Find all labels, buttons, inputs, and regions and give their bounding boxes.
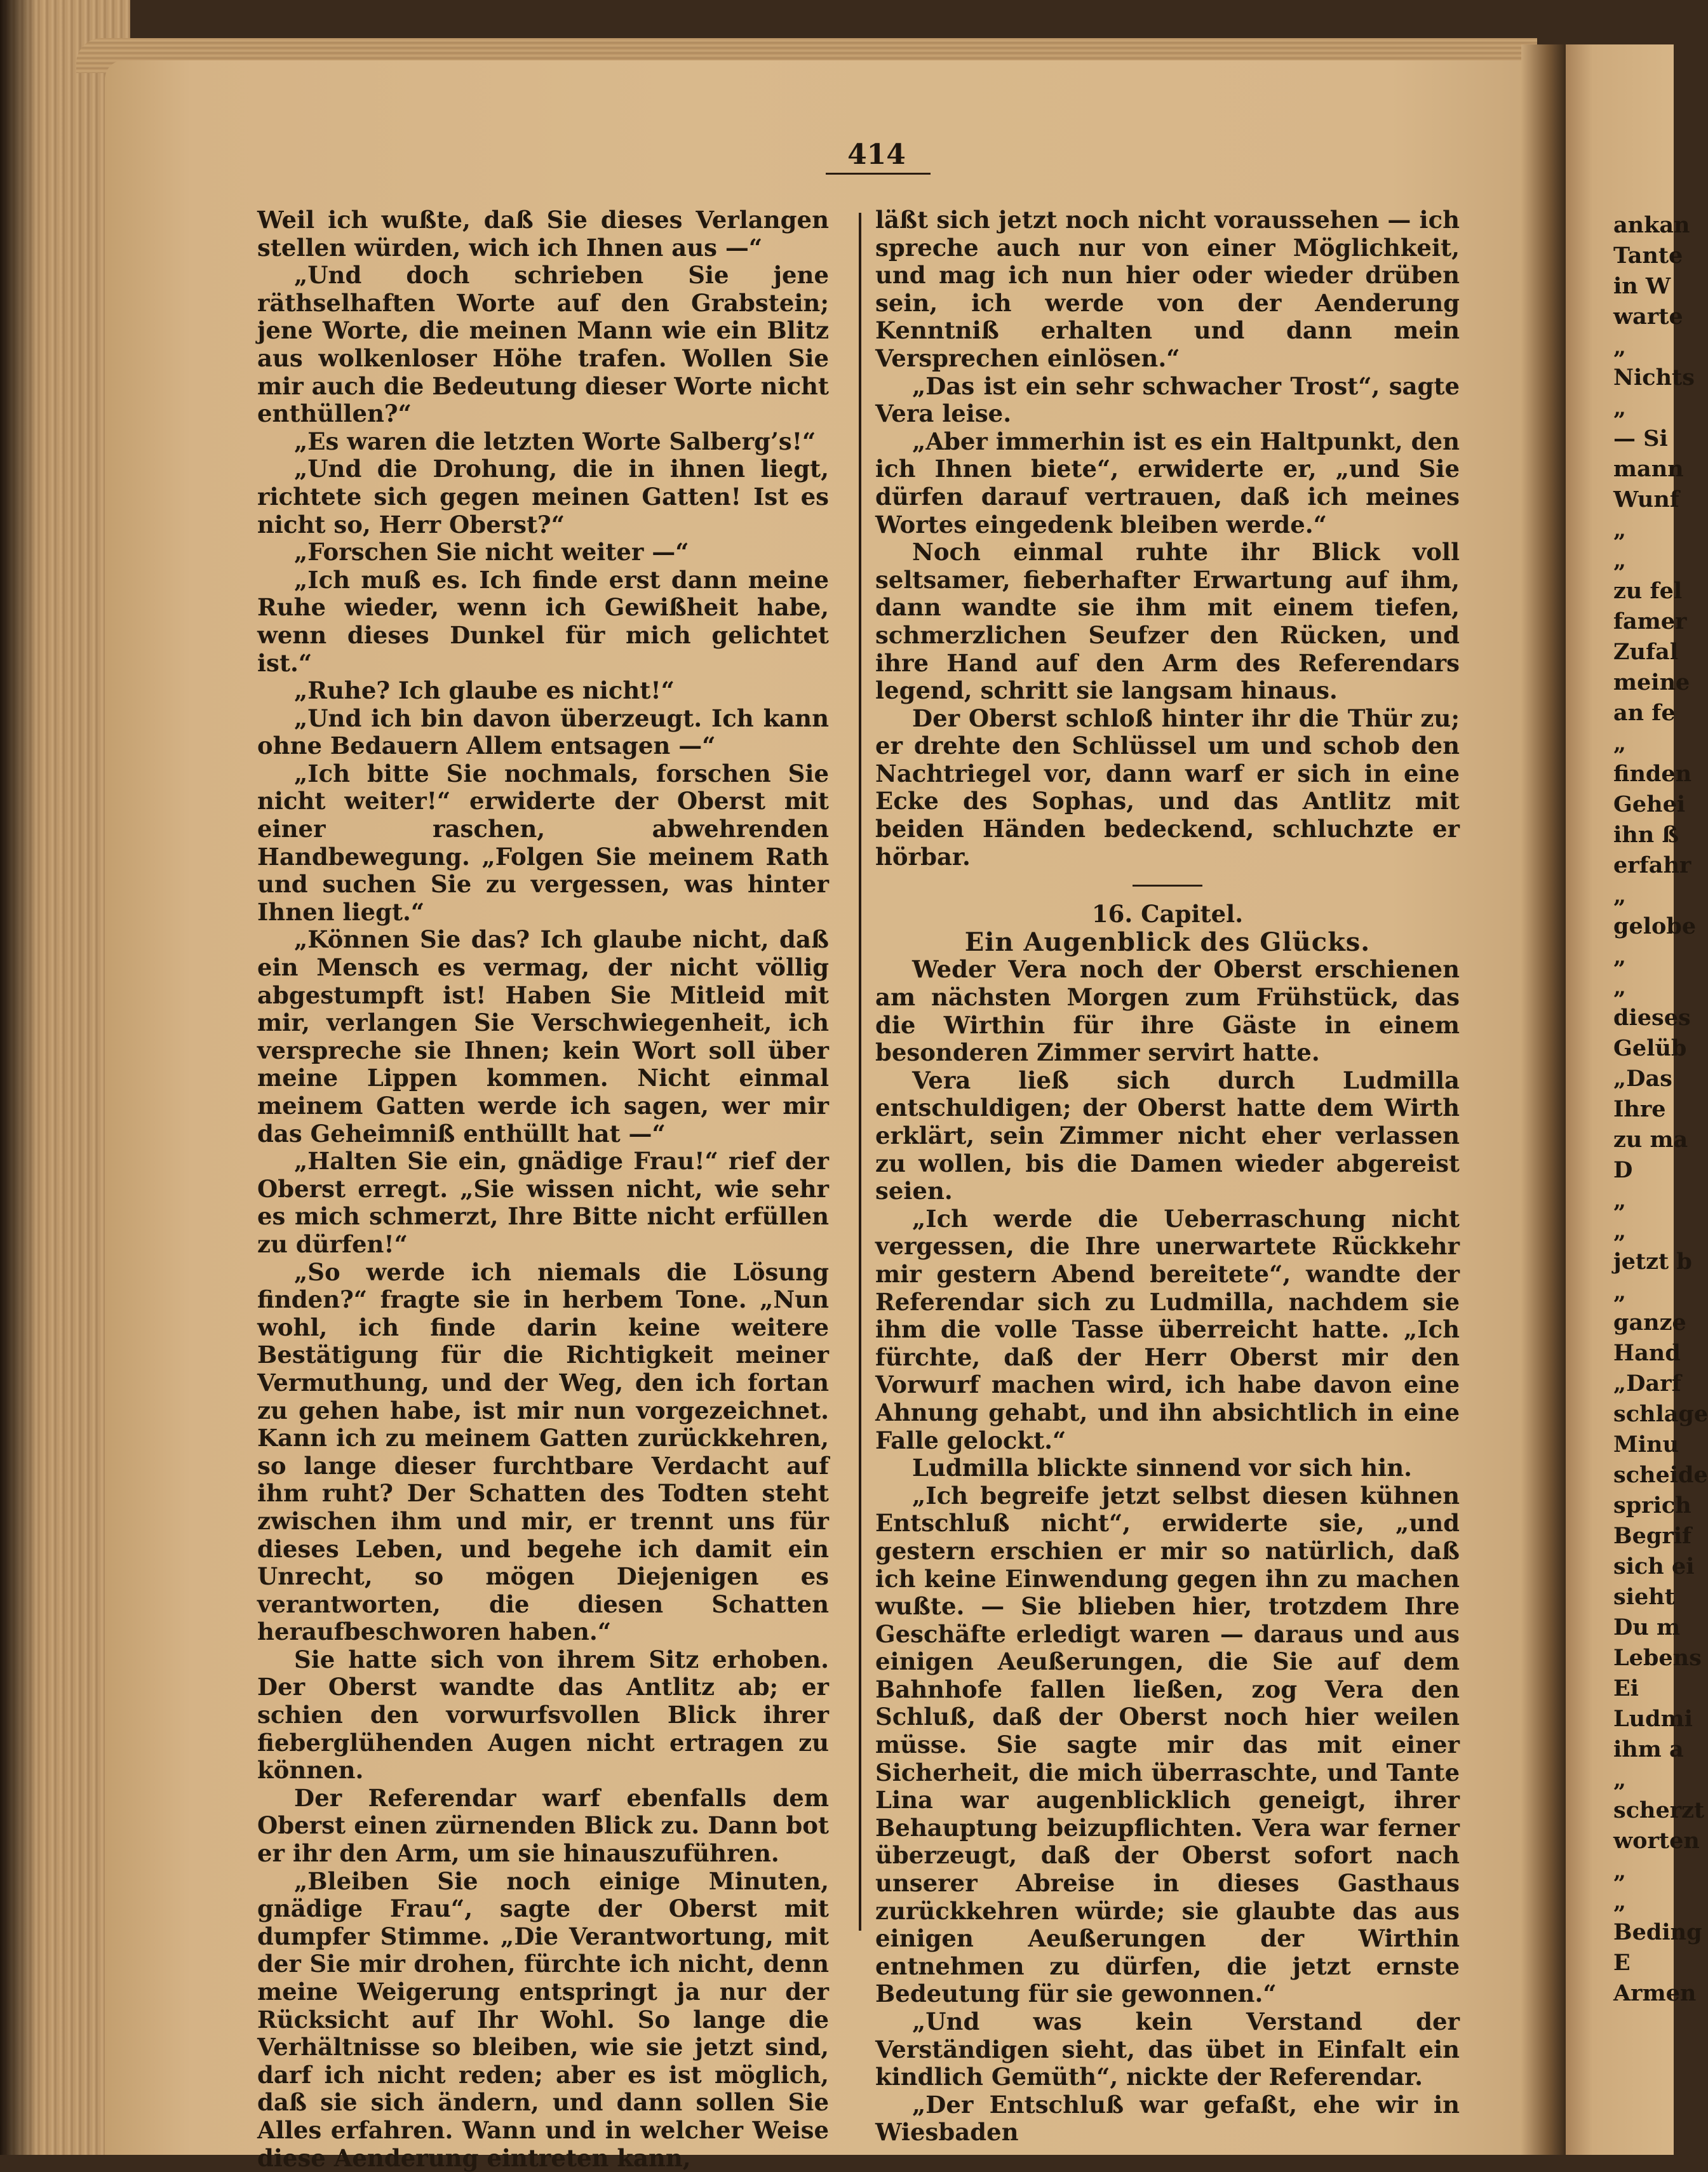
facing-page-fragment: Tante: [1613, 243, 1683, 269]
facing-page-fragment: erfahr: [1613, 852, 1691, 878]
right-column-text-after: [875, 956, 1460, 2147]
facing-page-fragment: Gelüb: [1613, 1035, 1687, 1061]
paragraph: „So werde ich niemals die Lösung finden?“ fragte sie in herbem Tone. „Nun wohl, ich finde darin keine weitere Bestätigung für die Richtigkeit meiner Vermuthung, und der Weg, den ich fortan zu gehen habe, ist mir nun vorgezeichnet. Kann ich zu meinem Gatten zurückkehren, so lange dieser furchtbare Verdacht auf ihm ruht? Der Schatten des Todten steht zwischen ihm und mir, er trennt uns für dieses Leben, und begehe ich damit ein Unrecht, so mögen Diejenigen es verantworten, die diesen Schatten heraufbeschworen haben.“: [257, 1257, 829, 1646]
facing-page: [1566, 44, 1708, 2155]
facing-page-fragment: scheide: [1613, 1462, 1708, 1488]
facing-page-fragment: ihm a: [1613, 1736, 1684, 1762]
paragraph: „Und doch schrieben Sie jene räthselhaften Worte auf den Grabstein; jene Worte, die meinen Mann wie ein Blitz aus wolkenloser Höhe trafen. Wollen Sie mir auch die Bedeutung dieser Worte nicht enthüllen?“: [257, 261, 829, 428]
facing-page-fragment: zu fel: [1613, 578, 1683, 604]
facing-page-fragment: zu ma: [1613, 1127, 1688, 1153]
facing-page-fragment: „Das: [1613, 1066, 1672, 1092]
facing-page-fragment: Minu: [1613, 1431, 1679, 1458]
paragraph: „Ich bitte Sie nochmals, forschen Sie nicht weiter!“ erwiderte der Oberst mit einer raschen, abwehrenden Handbewegung. „Folgen Sie meinem Rath und suchen Sie zu vergessen, was hinter Ihnen liegt.“: [257, 759, 829, 926]
facing-page-fragment: „: [1613, 883, 1627, 909]
facing-page-fragment: „: [1613, 547, 1627, 573]
facing-page-fragment: „: [1613, 1858, 1627, 1884]
facing-page-fragment: „: [1613, 730, 1627, 756]
paragraph: Weder Vera noch der Oberst erschienen am nächsten Morgen zum Frühstück, das die Wirthin für ihre Gäste in einem besonderen Zimmer servirt hatte.: [875, 955, 1460, 1067]
paragraph: „Und was kein Verstand der Verständigen sieht, das übet in Einfalt ein kindlich Gemüth“, nickte der Referendar.: [875, 2008, 1460, 2091]
book-edge-shadow: [0, 0, 38, 2155]
facing-page-fragment: Ihre: [1613, 1096, 1666, 1122]
facing-page-fragment: Begrif: [1613, 1523, 1692, 1549]
chapter-separator: [1133, 885, 1202, 887]
facing-page-fragment: an fe: [1613, 700, 1676, 726]
chapter-title: Ein Augenblick des Glücks.: [964, 927, 1371, 957]
facing-page-fragment: finden: [1613, 761, 1692, 787]
paragraph: Der Referendar warf ebenfalls dem Oberst einen zürnenden Blick zu. Dann bot er ihr den Arm, um sie hinauszuführen.: [257, 1783, 829, 1868]
paragraph: „Aber immerhin ist es ein Haltpunkt, den ich Ihnen biete“, erwiderte er, „und Sie dürfen darauf vertrauen, daß ich meines Wortes eingedenk bleiben werde.“: [875, 427, 1460, 539]
facing-page-fragment: D: [1613, 1157, 1633, 1183]
facing-page-fragment: Armen: [1613, 1980, 1697, 2006]
paragraph: „Und die Drohung, die in ihnen liegt, richtete sich gegen meinen Gatten! Ist es nicht so, Herr Oberst?“: [257, 455, 829, 539]
facing-page-fragment: Nichts: [1613, 365, 1695, 391]
paragraph: „Ich begreife jetzt selbst diesen kühnen Entschluß nicht“, erwiderte sie, „und gestern erschien er mir so natürlich, daß ich keine Einwendung gegen ihn zu machen wußte. — Sie blieben hier, trotzdem Ihre Geschäfte erledigt waren — daraus und aus einigen Aeußerungen, die Sie auf dem Bahnhofe fallen ließen, zog Vera den Schluß, daß der Oberst noch hier weilen müsse. Sie sagte mir das mit einer Sicherheit, die mich überraschte, und Tante Lina war augenblicklich geneigt, ihrer Behauptung beizupflichten. Vera war ferner überzeugt, daß der Oberst sofort nach unserer Abreise in dieses Gasthaus zurückkehren würde; sie glaubte das aus einigen Aeußerungen der Wirthin entnehmen zu dürfen, die jetzt ernste Bedeutung für sie gewonnen.“: [875, 1481, 1460, 2008]
paragraph: „Es waren die letzten Worte Salberg’s!“: [294, 427, 816, 455]
facing-page-fragment: „: [1613, 1279, 1627, 1305]
column-divider: [859, 213, 861, 1931]
facing-page-fragment: „: [1613, 1889, 1627, 1915]
facing-page-fragment: schlage: [1613, 1401, 1708, 1427]
facing-page-fragment: scherzt: [1613, 1797, 1705, 1823]
paragraph: Sie hatte sich von ihrem Sitz erhoben. Der Oberst wandte das Antlitz ab; er schien den vorwurfsvollen Blick ihrer fieberglühenden Augen nicht ertragen zu können.: [257, 1645, 829, 1785]
paragraph: „Ruhe? Ich glaube es nicht!“: [294, 676, 675, 705]
facing-page-fragment: mann: [1613, 456, 1684, 482]
paragraph: Vera ließ sich durch Ludmilla entschuldigen; der Oberst hatte dem Wirth erklärt, sein Zimmer nicht eher verlassen zu wollen, bis die Damen wieder abgereist seien.: [875, 1066, 1460, 1205]
facing-page-fragment: „: [1613, 974, 1627, 1000]
paragraph: Weil ich wußte, daß Sie dieses Verlangen stellen würden, wich ich Ihnen aus —“: [257, 206, 829, 262]
facing-page-fragment: Beding: [1613, 1919, 1702, 1945]
paragraph: „Das ist ein sehr schwacher Trost“, sagte Vera leise.: [875, 372, 1460, 428]
paragraph: „Ich werde die Ueberraschung nicht vergessen, die Ihre unerwartete Rückkehr mir gestern Abend bereitete“, wandte der Referendar sich zu Ludmilla, nachdem sie ihm die volle Tasse überreicht hatte. „Ich fürchte, daß der Herr Oberst mir den Vorwurf machen wird, ich habe davon eine Ahnung gehabt, und ihn absichtlich in eine Falle gelockt.“: [875, 1204, 1460, 1454]
paragraph: „Der Entschluß war gefaßt, ehe wir in Wiesbaden: [875, 2090, 1460, 2147]
facing-page-fragment: E: [1613, 1950, 1631, 1976]
paragraph: läßt sich jetzt noch nicht voraussehen — ich spreche auch nur von einer Möglichkeit, und mag ich nun hier oder wieder drüben sein, ich werde von der Aenderung Kenntniß erhalten und dann mein Versprechen einlösen.“: [875, 206, 1460, 372]
facing-page-fragment: Hand: [1613, 1340, 1681, 1366]
paragraph: Der Oberst schloß hinter ihr die Thür zu; er drehte den Schlüssel um und schob den Nachtriegel vor, dann warf er sich in eine Ecke des Sophas, und das Antlitz mit beiden Händen bedeckend, schluchzte er hörbar.: [875, 704, 1460, 871]
facing-page-fragment: worten: [1613, 1828, 1700, 1854]
facing-page-fragment: Zufal: [1613, 639, 1679, 665]
facing-page-fragment: ihn ß: [1613, 822, 1679, 848]
facing-page-fragment: Du m: [1613, 1614, 1681, 1640]
facing-page-fragment: in W: [1613, 273, 1671, 299]
paragraph: „Ich muß es. Ich finde erst dann meine Ruhe wieder, wenn ich Gewißheit habe, wenn dieses Dunkel für mich gelichtet ist.“: [257, 565, 829, 677]
right-column: [875, 206, 1460, 2147]
facing-page-fragment: — Si: [1613, 426, 1668, 452]
facing-page-fragment: ganze: [1613, 1310, 1686, 1336]
facing-page-fragment: sich ei: [1613, 1553, 1695, 1579]
facing-page-fragment: „: [1613, 1218, 1627, 1244]
facing-page-fragment: „: [1613, 334, 1627, 360]
paragraph: „Halten Sie ein, gnädige Frau!“ rief der Oberst erregt. „Sie wissen nicht, wie sehr es mich schmerzt, Ihre Bitte nicht erfüllen zu dürfen!“: [257, 1147, 829, 1258]
paragraph: „Bleiben Sie noch einige Minuten, gnädige Frau“, sagte der Oberst mit dumpfer Stimme. „Die Verantwortung, mit der Sie mir drohen, fürchte ich nicht, denn meine Weigerung entspringt ja nur der Rücksicht auf Ihr Wohl. So lange die Verhältnisse so bleiben, wie sie jetzt sind, darf ich nicht reden; aber es ist möglich, daß sie sich ändern, und dann sollen Sie Alles erfahren. Wann und in welcher Weise diese Aenderung eintreten kann,: [257, 1867, 829, 2172]
paragraph: „Und ich bin davon überzeugt. Ich kann ohne Bedauern Allem entsagen —“: [257, 704, 829, 760]
paragraph: Noch einmal ruhte ihr Blick voll seltsamer, fieberhafter Erwartung auf ihm, dann wandte sie ihm mit einem tiefen, schmerzlichen Seufzer den Rücken, und ihre Hand auf den Arm des Referendars legend, schritt sie langsam hinaus.: [875, 538, 1460, 705]
facing-page-fragment: Ei: [1613, 1675, 1639, 1701]
left-column: [257, 206, 829, 2172]
paragraph: Ludmilla blickte sinnend vor sich hin.: [912, 1454, 1412, 1482]
facing-page-fragment: dieses: [1613, 1005, 1691, 1031]
facing-page-fragment: Ludmi: [1613, 1706, 1693, 1732]
page-number-rule: [826, 173, 931, 175]
facing-page-fragment: „: [1613, 517, 1627, 543]
facing-page-fragment: „: [1613, 944, 1627, 970]
facing-page-fragment: gelobe: [1613, 913, 1697, 939]
paragraph: „Forschen Sie nicht weiter —“: [294, 538, 689, 566]
facing-page-fragment: Lebens: [1613, 1645, 1702, 1671]
facing-page-fragment: warte: [1613, 304, 1683, 330]
right-column-text-before: [875, 206, 1460, 871]
facing-page-fragment: „: [1613, 1188, 1627, 1214]
facing-page-fragment: meine: [1613, 669, 1690, 695]
facing-page-fragment: „: [1613, 1767, 1627, 1793]
facing-page-fragment: sieht: [1613, 1584, 1675, 1610]
facing-page-fragment: famer: [1613, 608, 1687, 634]
facing-page-fragment: jetzt b: [1613, 1249, 1692, 1275]
facing-page-fragment: Gehei: [1613, 791, 1686, 817]
facing-page-fragment: „: [1613, 395, 1627, 421]
page-number: 414: [847, 138, 906, 171]
facing-page-fragment: „Darf: [1613, 1371, 1681, 1397]
facing-page-fragment: sprich: [1613, 1492, 1691, 1518]
facing-page-fragment: Wunf: [1613, 486, 1679, 513]
facing-page-fragment: ankan: [1613, 212, 1690, 238]
book-gutter: [1521, 44, 1566, 2155]
paragraph: „Können Sie das? Ich glaube nicht, daß ein Mensch es vermag, der nicht völlig abgestumpft ist! Haben Sie Mitleid mit mir, verlangen Sie Verschwiegenheit, ich verspreche sie Ihnen; kein Wort soll über meine Lippen kommen. Nicht einmal meinem Gatten werde ich sagen, wer mir das Geheimniß enthüllt hat —“: [257, 925, 829, 1148]
chapter-number: 16. Capitel.: [1091, 900, 1244, 928]
